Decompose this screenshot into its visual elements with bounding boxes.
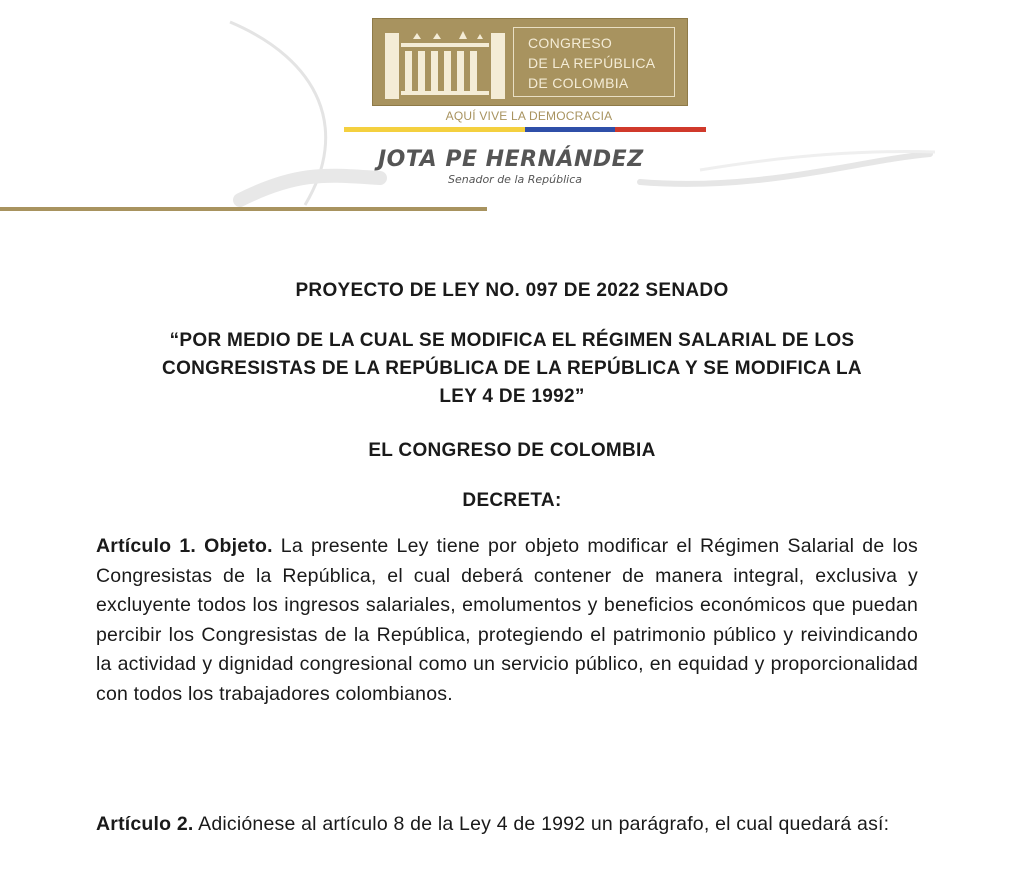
header-divider — [0, 207, 487, 211]
logo-text — [528, 33, 655, 93]
senator-title: Senador de la República — [448, 173, 582, 186]
bill-number: PROYECTO DE LEY NO. 097 DE 2022 SENADO — [295, 280, 729, 301]
article-text: La presente Ley tiene por objeto modificar el Régimen Salarial de los Congresistas de la República, el cual deberá contener de manera integral, exclusiva y excluyente todos los ingresos salariales, emolumentos y beneficios económicos que puedan percibir los Congresistas de la República, protegiendo el patrimonio público y reivindicando la actividad y dignidad congresional como un servicio público, en equidad y proporcionalidad con todos los trabajadores colombianos. — [96, 535, 918, 705]
logo-line: CONGRESO — [528, 35, 613, 51]
enacting-body: EL CONGRESO DE COLOMBIA — [368, 440, 656, 461]
bill-title-line: LEY 4 DE 1992” — [439, 386, 585, 407]
logo-line: DE LA REPÚBLICA — [528, 55, 656, 71]
article-2 — [96, 810, 918, 840]
logo-line: DE COLOMBIA — [528, 75, 629, 91]
congress-logo — [372, 18, 688, 106]
article-1 — [96, 532, 918, 709]
senator-name: JOTA PE HERNÁNDEZ — [378, 147, 644, 172]
bill-title-line: “POR MEDIO DE LA CUAL SE MODIFICA EL RÉGIMEN SALARIAL DE LOS — [169, 330, 855, 351]
colombia-flag-stripe — [344, 127, 706, 132]
decree-heading: DECRETA: — [462, 490, 562, 511]
motto: AQUÍ VIVE LA DEMOCRACIA — [445, 109, 613, 123]
capitol-building-icon — [385, 25, 505, 99]
article-text: Adiciónese al artículo 8 de la Ley 4 de 1992 un parágrafo, el cual quedará así: — [198, 813, 890, 835]
article-heading: Artículo 1. Objeto. — [96, 535, 273, 557]
article-heading: Artículo 2. — [96, 813, 194, 835]
bill-title-line: CONGRESISTAS DE LA REPÚBLICA DE LA REPÚBLICA Y SE MODIFICA LA — [162, 358, 862, 379]
